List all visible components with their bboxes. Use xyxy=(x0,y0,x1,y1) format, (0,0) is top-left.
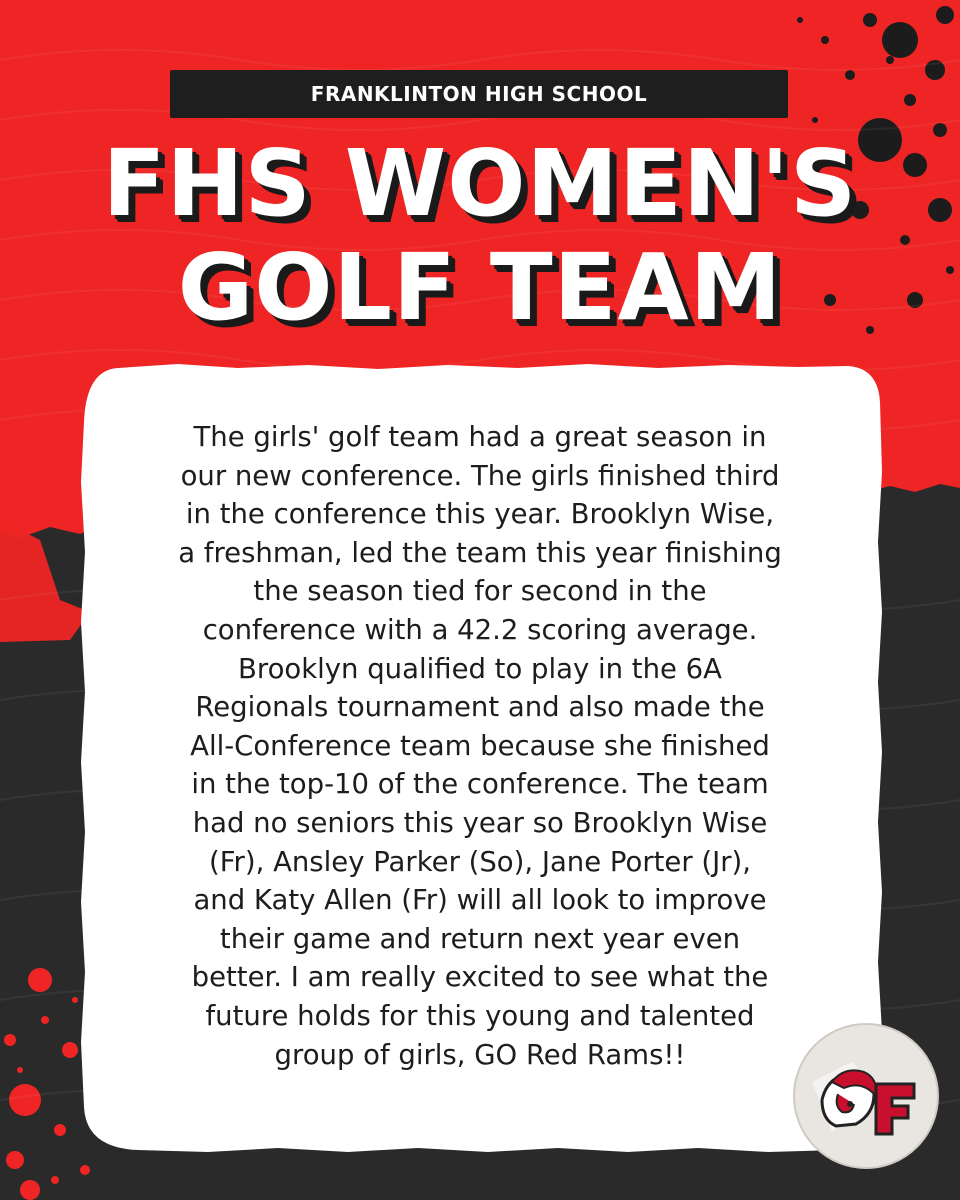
body-line: their game and return next year even xyxy=(219,922,741,955)
body-line: better. I am really excited to see what the xyxy=(191,961,769,994)
body-line: in the conference this year. Brooklyn Wise, xyxy=(185,498,775,531)
body-line: Brooklyn qualified to play in the 6A xyxy=(238,652,722,685)
body-line: (Fr), Ansley Parker (So), Jane Porter (Jr), xyxy=(209,845,751,878)
body-line: conference with a 42.2 scoring average. xyxy=(202,613,758,646)
body-line: a freshman, led the team this year finishing xyxy=(178,536,782,569)
body-line: All-Conference team because she finished xyxy=(190,729,770,762)
body-line: Regionals tournament and also made the xyxy=(195,691,765,724)
body-line: had no seniors this year so Brooklyn Wise xyxy=(192,806,768,839)
body-line: group of girls, GO Red Rams!! xyxy=(274,1038,686,1071)
body-line: our new conference. The girls finished third xyxy=(180,459,780,492)
page-title xyxy=(0,132,960,340)
body-line: the season tied for second in the xyxy=(253,575,707,608)
title-line-1: FHS WOMEN'S xyxy=(102,130,858,237)
body-line: future holds for this young and talented xyxy=(205,999,755,1032)
school-name-banner xyxy=(170,70,788,118)
body-line: in the top-10 of the conference. The team xyxy=(191,768,769,801)
body-text xyxy=(100,418,860,1074)
red-ram-mascot-icon xyxy=(792,1022,940,1170)
body-line: The girls' golf team had a great season in xyxy=(193,421,767,453)
school-name: FRANKLINTON HIGH SCHOOL xyxy=(310,82,648,106)
title-line-2: GOLF TEAM xyxy=(177,234,783,341)
body-line: and Katy Allen (Fr) will all look to improve xyxy=(193,884,767,917)
